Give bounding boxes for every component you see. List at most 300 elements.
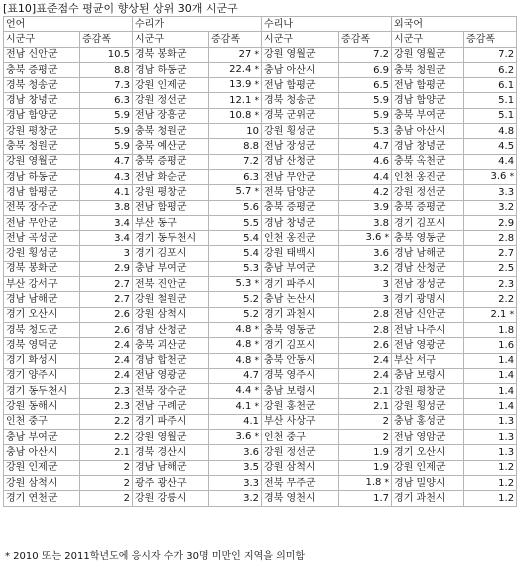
change-cell xyxy=(80,78,133,93)
change-value: 4.7 xyxy=(114,156,131,168)
change-value: 27 xyxy=(238,48,252,60)
change-value: 7.2 xyxy=(373,49,390,61)
small-sample-marker: * xyxy=(254,401,260,412)
region-cell: 경남 산청군 xyxy=(392,261,464,276)
region-cell: 강원 삼척시 xyxy=(133,307,209,322)
change-value: 3.3 xyxy=(498,186,515,198)
subject-header: 언어 xyxy=(4,17,133,32)
change-cell xyxy=(80,368,133,383)
change-cell xyxy=(339,47,392,62)
score-table xyxy=(3,16,517,507)
region-cell: 강원 정선군 xyxy=(133,93,209,108)
change-value: 7.3 xyxy=(114,79,131,91)
change-cell xyxy=(339,124,392,139)
change-cell xyxy=(339,62,392,77)
change-value: 1.2 xyxy=(498,492,515,504)
change-value: 10 xyxy=(246,125,260,137)
table-row xyxy=(4,460,517,475)
region-cell: 전남 신안군 xyxy=(4,47,80,62)
table-row xyxy=(4,277,517,292)
change-value: 2.2 xyxy=(114,431,131,443)
change-cell xyxy=(209,292,262,307)
table-row xyxy=(4,430,517,445)
table-row xyxy=(4,231,517,246)
region-cell: 경기 김포시 xyxy=(392,215,464,230)
change-cell xyxy=(209,200,262,215)
region-cell: 강원 영월군 xyxy=(4,154,80,169)
region-cell: 경북 영주시 xyxy=(262,368,339,383)
region-cell: 충북 청원군 xyxy=(133,124,209,139)
region-cell: 충북 청원군 xyxy=(4,139,80,154)
change-cell xyxy=(80,353,133,368)
table-row xyxy=(4,353,517,368)
region-cell: 경남 남해군 xyxy=(133,460,209,475)
region-cell: 전남 장성군 xyxy=(392,277,464,292)
table-row xyxy=(4,108,517,123)
region-cell: 강원 인제군 xyxy=(4,460,80,475)
region-cell: 강원 인제군 xyxy=(392,460,464,475)
region-cell: 부산 강서구 xyxy=(4,277,80,292)
change-value: 6.2 xyxy=(498,64,515,76)
region-cell: 경기 연천군 xyxy=(4,491,80,506)
change-value: 1.3 xyxy=(498,446,515,458)
change-value: 1.3 xyxy=(498,431,515,443)
change-value: 1.4 xyxy=(498,370,515,382)
region-cell: 전남 나주시 xyxy=(392,322,464,337)
change-value: 5.9 xyxy=(114,110,131,122)
change-value: 2.2 xyxy=(498,293,515,305)
region-cell: 부산 사상구 xyxy=(262,414,339,429)
region-cell: 경기 동두천시 xyxy=(4,384,80,399)
region-header: 시군구 xyxy=(4,32,80,47)
region-cell: 인천 중구 xyxy=(262,430,339,445)
region-cell: 강원 삼척시 xyxy=(262,460,339,475)
region-cell: 전북 장수군 xyxy=(133,384,209,399)
change-cell xyxy=(80,185,133,200)
change-value: 7.2 xyxy=(498,49,515,61)
change-value: 3.6 xyxy=(235,431,252,443)
change-cell xyxy=(339,215,392,230)
region-cell: 경남 산청군 xyxy=(262,154,339,169)
change-value: 1.9 xyxy=(373,446,390,458)
region-cell: 경남 함양군 xyxy=(392,93,464,108)
change-cell xyxy=(339,399,392,414)
change-value: 2.3 xyxy=(498,278,515,290)
change-cell xyxy=(209,475,262,490)
change-value: 1.4 xyxy=(498,385,515,397)
change-value: 1.4 xyxy=(498,355,515,367)
table-row xyxy=(4,491,517,506)
change-value: 2 xyxy=(123,492,131,504)
region-cell: 경기 과천시 xyxy=(262,307,339,322)
column-header-row xyxy=(4,32,517,47)
change-cell xyxy=(464,353,517,368)
table-body xyxy=(4,17,517,507)
region-cell: 경기 동두천시 xyxy=(133,231,209,246)
change-cell xyxy=(464,445,517,460)
change-cell xyxy=(80,414,133,429)
region-cell: 강원 영월군 xyxy=(133,430,209,445)
region-cell: 경북 경산시 xyxy=(133,445,209,460)
change-cell xyxy=(339,430,392,445)
region-cell: 전북 담양군 xyxy=(262,185,339,200)
change-value: 4.7 xyxy=(243,370,260,382)
change-cell xyxy=(339,185,392,200)
change-value: 4.8 xyxy=(498,125,515,137)
subject-header: 수리가 xyxy=(133,17,262,32)
change-value: 4.6 xyxy=(373,156,390,168)
change-cell xyxy=(80,307,133,322)
change-cell xyxy=(209,78,262,93)
table-row xyxy=(4,124,517,139)
region-cell: 전남 장성군 xyxy=(262,139,339,154)
region-cell: 경북 군위군 xyxy=(262,108,339,123)
change-cell xyxy=(464,399,517,414)
change-value: 2.1 xyxy=(490,308,507,320)
region-cell: 충북 예산군 xyxy=(133,139,209,154)
region-cell: 충남 부여군 xyxy=(4,430,80,445)
table-row xyxy=(4,139,517,154)
region-cell: 충남 아산시 xyxy=(392,124,464,139)
change-cell xyxy=(209,414,262,429)
change-value: 3.3 xyxy=(243,477,260,489)
change-cell xyxy=(339,108,392,123)
change-value: 2.6 xyxy=(373,339,390,351)
change-value: 2.8 xyxy=(373,309,390,321)
region-cell: 경남 창녕군 xyxy=(262,215,339,230)
change-cell xyxy=(209,261,262,276)
region-cell: 경북 영천시 xyxy=(262,491,339,506)
change-value: 5.4 xyxy=(243,248,260,260)
region-cell: 강원 영월군 xyxy=(262,47,339,62)
small-sample-marker: * xyxy=(254,432,260,443)
change-value: 5.3 xyxy=(243,263,260,275)
change-cell xyxy=(80,108,133,123)
change-value: 1.6 xyxy=(498,339,515,351)
change-cell xyxy=(464,322,517,337)
change-value: 13.9 xyxy=(229,79,252,91)
change-cell xyxy=(80,384,133,399)
change-cell xyxy=(209,154,262,169)
region-cell: 강원 동해시 xyxy=(4,399,80,414)
region-cell: 강원 삼척시 xyxy=(4,475,80,490)
region-cell: 충북 증평군 xyxy=(133,154,209,169)
change-value: 4.8 xyxy=(235,339,252,351)
change-cell xyxy=(464,246,517,261)
region-cell: 강원 정선군 xyxy=(262,445,339,460)
change-cell xyxy=(464,384,517,399)
region-cell: 경기 화성시 xyxy=(4,353,80,368)
change-value: 2.8 xyxy=(498,232,515,244)
region-cell: 전남 장흥군 xyxy=(133,108,209,123)
change-value: 3.2 xyxy=(498,202,515,214)
region-cell: 강원 평창군 xyxy=(133,185,209,200)
change-value: 3.8 xyxy=(114,202,131,214)
table-row xyxy=(4,338,517,353)
small-sample-marker: * xyxy=(254,95,260,106)
change-header: 증감폭 xyxy=(209,32,262,47)
region-header: 시군구 xyxy=(133,32,209,47)
change-cell xyxy=(464,491,517,506)
change-cell xyxy=(209,322,262,337)
change-cell xyxy=(339,246,392,261)
change-value: 8.8 xyxy=(114,64,131,76)
region-cell: 충북 영동군 xyxy=(392,231,464,246)
change-cell xyxy=(339,139,392,154)
change-value: 3.6 xyxy=(243,446,260,458)
small-sample-marker: * xyxy=(254,355,260,366)
change-value: 3.6 xyxy=(490,171,507,183)
change-value: 2.4 xyxy=(114,370,131,382)
change-cell xyxy=(339,475,392,490)
subject-header: 외국어 xyxy=(392,17,517,32)
region-cell: 충북 옥천군 xyxy=(392,154,464,169)
table-row xyxy=(4,445,517,460)
change-value: 1.2 xyxy=(498,462,515,474)
change-value: 2.4 xyxy=(373,370,390,382)
change-value: 7.2 xyxy=(243,156,260,168)
change-cell xyxy=(464,277,517,292)
table-row xyxy=(4,399,517,414)
change-cell xyxy=(464,47,517,62)
change-cell xyxy=(464,93,517,108)
change-cell xyxy=(209,384,262,399)
table-row xyxy=(4,215,517,230)
change-value: 4.1 xyxy=(114,186,131,198)
change-cell xyxy=(209,445,262,460)
change-cell xyxy=(80,231,133,246)
region-cell: 강원 태백시 xyxy=(262,246,339,261)
change-cell xyxy=(80,292,133,307)
change-cell xyxy=(80,491,133,506)
region-cell: 충남 보령시 xyxy=(262,384,339,399)
change-value: 2.4 xyxy=(373,355,390,367)
change-value: 3.2 xyxy=(373,263,390,275)
small-sample-marker: * xyxy=(254,49,260,60)
small-sample-marker: * xyxy=(254,65,260,76)
change-value: 6.1 xyxy=(498,79,515,91)
region-cell: 충남 부여군 xyxy=(262,261,339,276)
table-row xyxy=(4,185,517,200)
region-cell: 강원 홍천군 xyxy=(262,399,339,414)
region-cell: 경남 창녕군 xyxy=(392,139,464,154)
change-cell xyxy=(339,322,392,337)
region-cell: 부산 동구 xyxy=(133,215,209,230)
region-cell: 경북 청송군 xyxy=(262,93,339,108)
change-cell xyxy=(339,307,392,322)
change-value: 2.7 xyxy=(114,293,131,305)
change-value: 2 xyxy=(382,431,390,443)
change-cell xyxy=(209,399,262,414)
change-value: 2.8 xyxy=(373,324,390,336)
change-value: 2.7 xyxy=(498,248,515,260)
region-cell: 경기 파주시 xyxy=(133,414,209,429)
change-value: 2.6 xyxy=(114,309,131,321)
change-cell xyxy=(339,261,392,276)
change-cell xyxy=(209,139,262,154)
change-cell xyxy=(339,353,392,368)
region-cell: 충북 증평군 xyxy=(262,200,339,215)
change-cell xyxy=(464,154,517,169)
region-cell: 경남 함평군 xyxy=(4,185,80,200)
region-cell: 경기 양주시 xyxy=(4,368,80,383)
region-cell: 경남 하동군 xyxy=(133,62,209,77)
change-value: 5.6 xyxy=(243,202,260,214)
change-value: 3.5 xyxy=(243,462,260,474)
change-cell xyxy=(339,368,392,383)
change-value: 4.1 xyxy=(243,416,260,428)
change-value: 2.9 xyxy=(114,263,131,275)
small-sample-marker: * xyxy=(254,340,260,351)
region-header: 시군구 xyxy=(262,32,339,47)
change-value: 3.6 xyxy=(373,248,390,260)
region-cell: 인천 옹진군 xyxy=(392,169,464,184)
region-cell: 충북 증평군 xyxy=(4,62,80,77)
change-cell xyxy=(209,215,262,230)
change-value: 10.8 xyxy=(229,109,252,121)
table-row xyxy=(4,368,517,383)
region-cell: 경북 봉화군 xyxy=(133,47,209,62)
change-cell xyxy=(209,93,262,108)
change-value: 1.2 xyxy=(498,477,515,489)
change-value: 2.1 xyxy=(373,401,390,413)
change-value: 4.8 xyxy=(235,354,252,366)
change-cell xyxy=(80,200,133,215)
region-cell: 경북 봉화군 xyxy=(4,261,80,276)
change-cell xyxy=(80,399,133,414)
change-cell xyxy=(464,78,517,93)
change-cell xyxy=(80,445,133,460)
region-cell: 전북 장수군 xyxy=(4,200,80,215)
change-cell xyxy=(464,460,517,475)
change-cell xyxy=(209,62,262,77)
region-header: 시군구 xyxy=(392,32,464,47)
change-cell xyxy=(339,384,392,399)
change-value: 2.3 xyxy=(114,385,131,397)
change-cell xyxy=(464,124,517,139)
table-row xyxy=(4,261,517,276)
table-row xyxy=(4,62,517,77)
region-cell: 강원 횡성군 xyxy=(392,399,464,414)
change-cell xyxy=(209,47,262,62)
change-value: 2.1 xyxy=(373,385,390,397)
change-cell xyxy=(339,445,392,460)
change-value: 6.5 xyxy=(373,79,390,91)
region-cell: 충북 안동시 xyxy=(262,353,339,368)
change-cell xyxy=(209,108,262,123)
change-cell xyxy=(464,139,517,154)
region-cell: 전남 함평군 xyxy=(262,78,339,93)
change-value: 1.3 xyxy=(498,416,515,428)
region-cell: 전남 영암군 xyxy=(392,430,464,445)
region-cell: 경기 김포시 xyxy=(262,338,339,353)
change-value: 4.7 xyxy=(373,141,390,153)
change-value: 3.4 xyxy=(114,217,131,229)
region-cell: 인천 중구 xyxy=(4,414,80,429)
region-cell: 강원 횡성군 xyxy=(262,124,339,139)
subject-header-row xyxy=(4,17,517,32)
change-value: 4.2 xyxy=(373,186,390,198)
change-cell xyxy=(209,246,262,261)
change-cell xyxy=(80,322,133,337)
change-cell xyxy=(80,261,133,276)
change-value: 3.8 xyxy=(373,217,390,229)
change-cell xyxy=(339,338,392,353)
change-value: 5.9 xyxy=(114,141,131,153)
change-cell xyxy=(80,460,133,475)
change-value: 5.2 xyxy=(243,293,260,305)
change-cell xyxy=(80,246,133,261)
change-cell xyxy=(80,47,133,62)
table-row xyxy=(4,322,517,337)
change-value: 4.3 xyxy=(114,171,131,183)
region-cell: 충남 논산시 xyxy=(262,292,339,307)
change-value: 5.3 xyxy=(373,125,390,137)
change-value: 2.6 xyxy=(114,324,131,336)
change-cell xyxy=(339,292,392,307)
change-value: 4.4 xyxy=(498,156,515,168)
change-cell xyxy=(209,430,262,445)
table-title: [표10]표준점수 평균이 향상된 상위 30개 시군구 xyxy=(3,2,238,15)
region-cell: 충북 괴산군 xyxy=(133,338,209,353)
change-cell xyxy=(464,62,517,77)
region-cell: 강원 횡성군 xyxy=(4,246,80,261)
small-sample-marker: * xyxy=(254,80,260,91)
region-cell: 전남 곡성군 xyxy=(4,231,80,246)
region-cell: 경북 청송군 xyxy=(4,78,80,93)
region-cell: 전남 함평군 xyxy=(392,78,464,93)
change-value: 2.4 xyxy=(114,355,131,367)
change-value: 3 xyxy=(382,293,390,305)
region-cell: 인천 옹진군 xyxy=(262,231,339,246)
change-cell xyxy=(209,277,262,292)
change-value: 12.1 xyxy=(229,94,252,106)
change-cell xyxy=(209,353,262,368)
change-cell xyxy=(339,231,392,246)
change-value: 1.8 xyxy=(498,324,515,336)
small-sample-marker: * xyxy=(254,386,260,397)
footnote: * 2010 또는 2011학년도에 응시자 수가 30명 미만인 지역을 의미함 xyxy=(5,551,306,562)
change-cell xyxy=(464,414,517,429)
region-cell: 광주 광산구 xyxy=(133,475,209,490)
change-cell xyxy=(339,154,392,169)
change-value: 2.4 xyxy=(114,339,131,351)
change-cell xyxy=(80,93,133,108)
change-cell xyxy=(209,368,262,383)
change-value: 5.2 xyxy=(243,309,260,321)
change-value: 2.5 xyxy=(498,263,515,275)
change-cell xyxy=(464,292,517,307)
region-cell: 경기 오산시 xyxy=(4,307,80,322)
change-value: 2 xyxy=(123,462,131,474)
region-cell: 충남 아산시 xyxy=(4,445,80,460)
change-value: 3 xyxy=(123,248,131,260)
table-row xyxy=(4,154,517,169)
change-cell xyxy=(464,368,517,383)
region-cell: 충북 부여군 xyxy=(392,108,464,123)
change-cell xyxy=(209,460,262,475)
region-cell: 경남 함양군 xyxy=(4,108,80,123)
region-cell: 경남 밀양시 xyxy=(392,475,464,490)
region-cell: 충북 증평군 xyxy=(392,200,464,215)
change-cell xyxy=(339,169,392,184)
change-cell xyxy=(464,307,517,322)
small-sample-marker: * xyxy=(254,279,260,290)
change-cell xyxy=(464,215,517,230)
change-cell xyxy=(209,185,262,200)
table-row xyxy=(4,475,517,490)
change-value: 3.2 xyxy=(243,492,260,504)
